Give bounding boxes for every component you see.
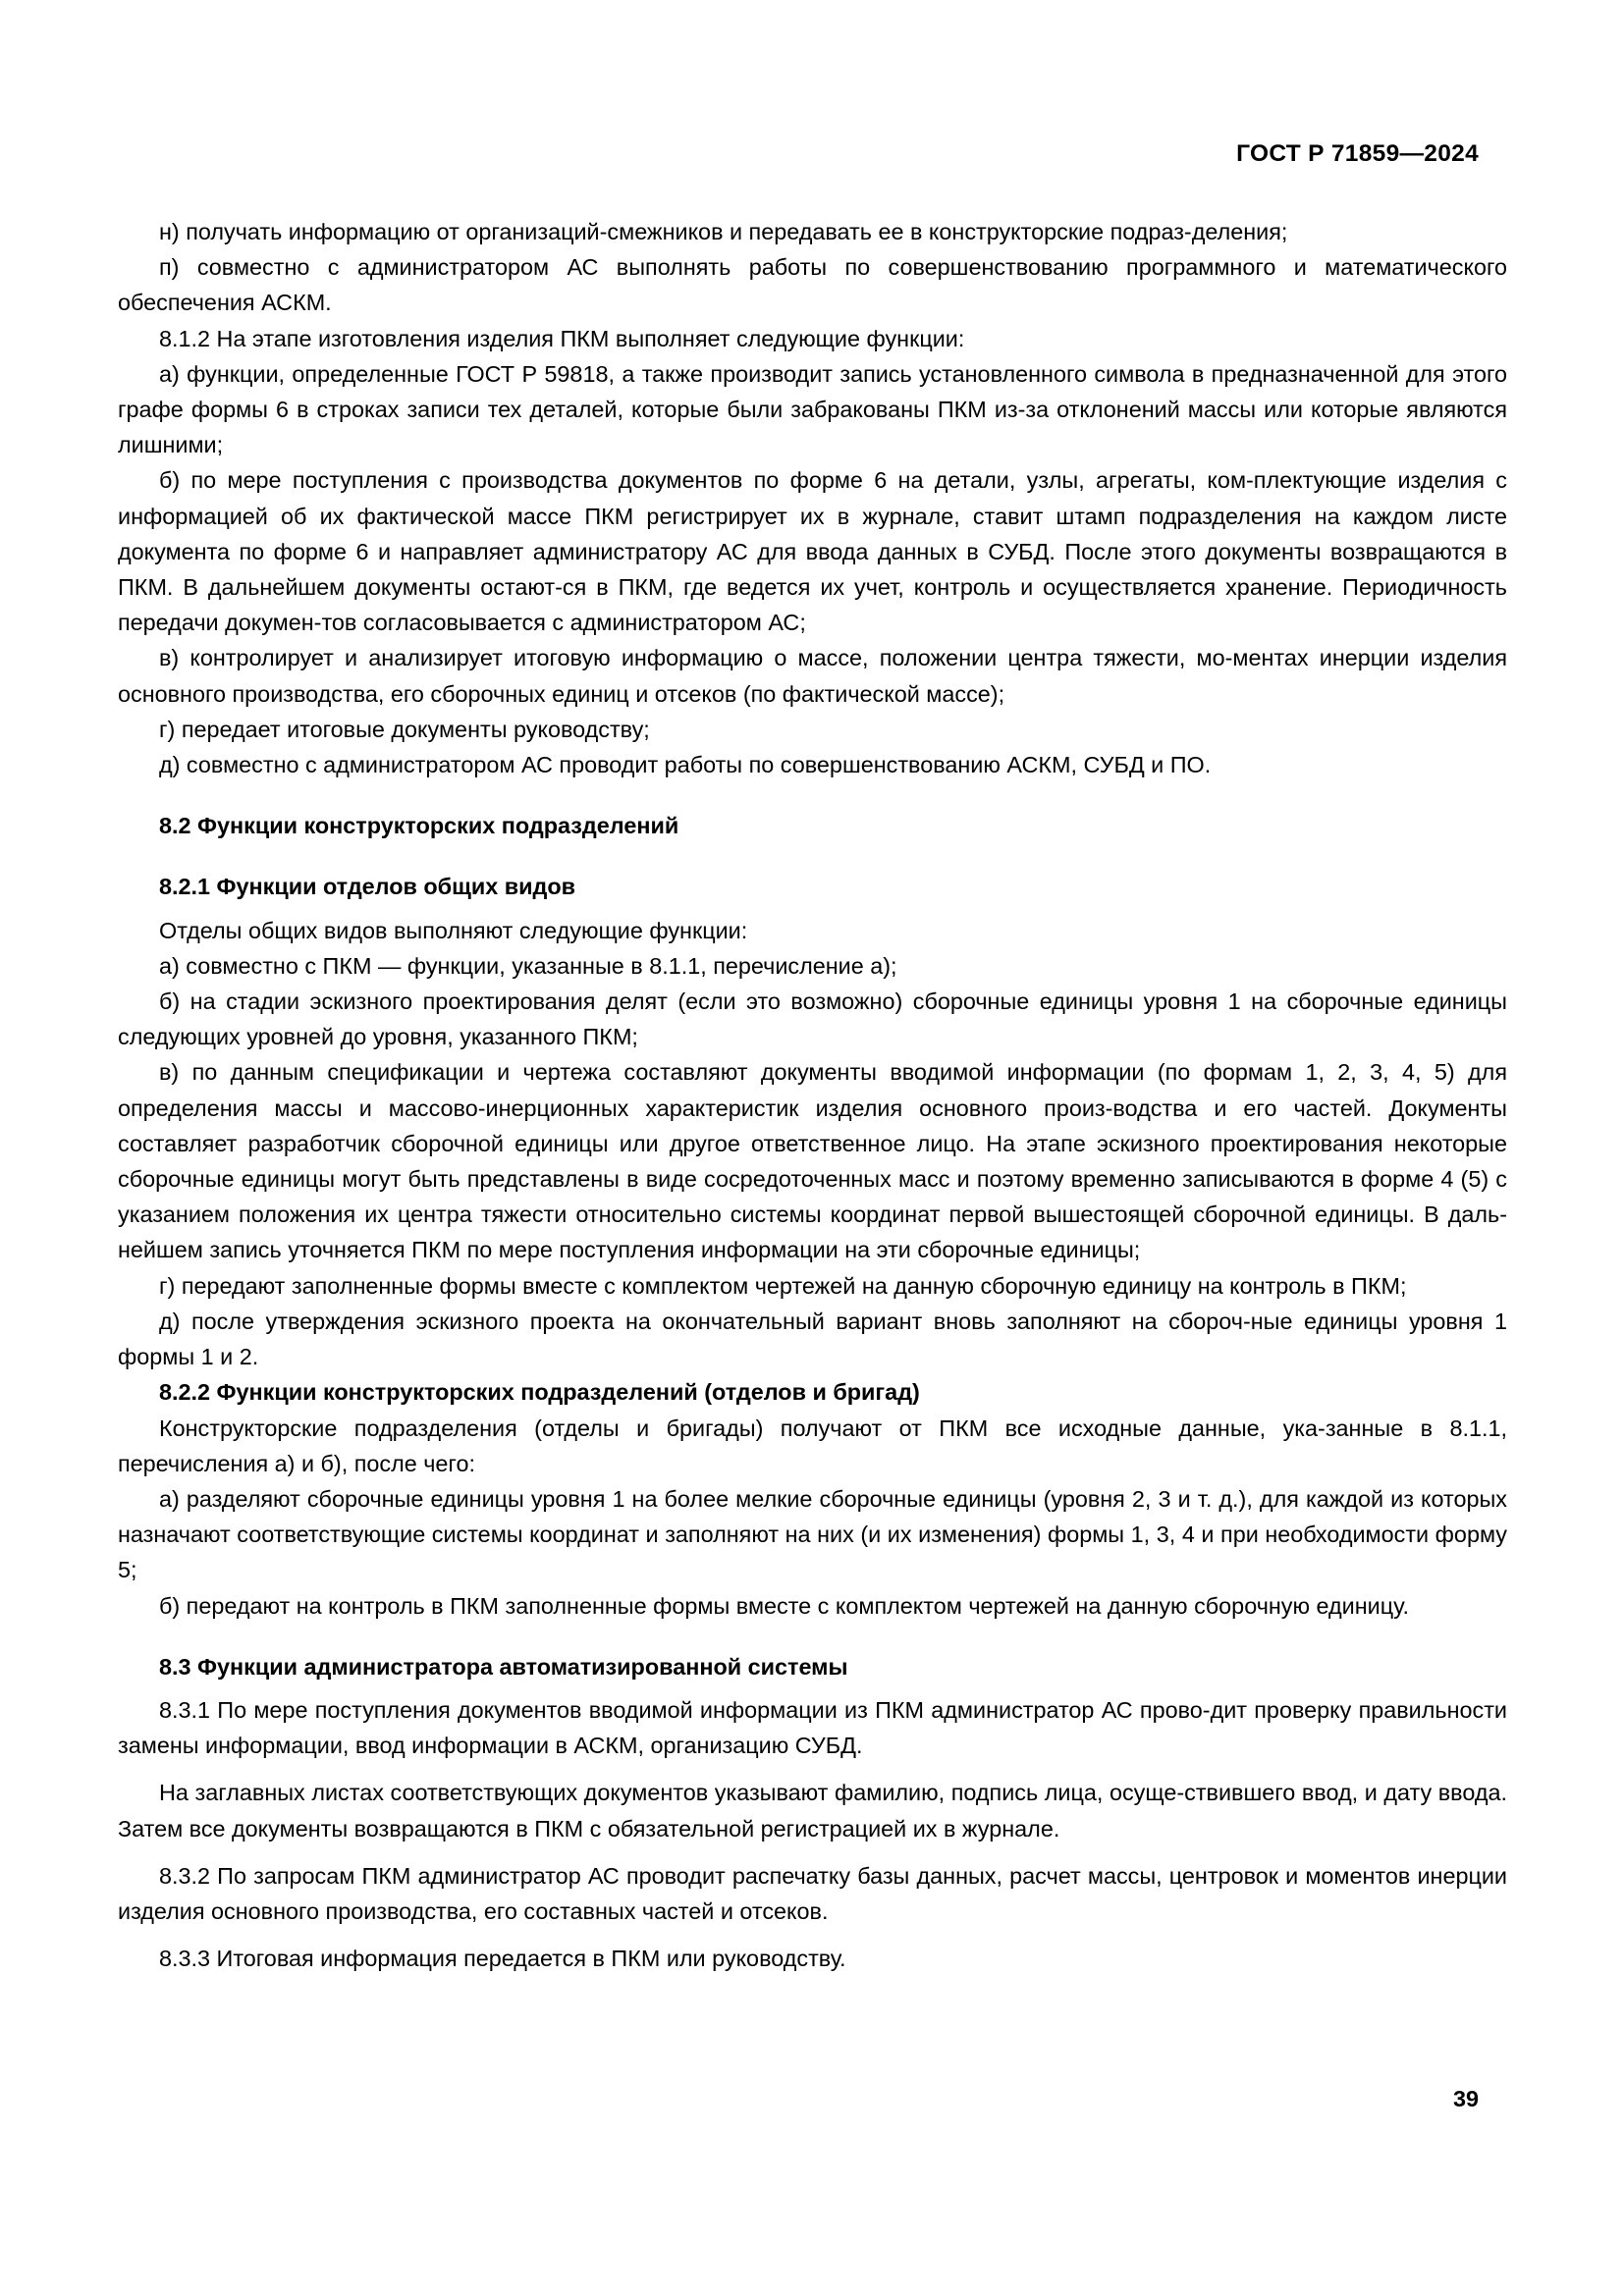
- paragraph: 8.1.2 На этапе изготовления изделия ПКМ выполняет следующие функции:: [159, 325, 965, 351]
- document-body: [118, 214, 1507, 1976]
- page-header-standard-number: ГОСТ Р 71859—2024: [1236, 140, 1479, 167]
- section-heading-8-3: 8.3 Функции администратора автоматизированной системы: [159, 1653, 848, 1680]
- paragraph: б) на стадии эскизного проектирования делят (если это возможно) сборочные единицы уровня 1 на сборочные единицы следующих уровней до уровня, указанного ПКМ;: [118, 988, 1507, 1050]
- paragraph: д) после утверждения эскизного проекта на окончательный вариант вновь заполняют на сбороч-ные единицы уровня 1 формы 1 и 2.: [118, 1308, 1507, 1370]
- section-heading-8-2-2: 8.2.2 Функции конструкторских подразделений (отделов и бригад): [159, 1379, 920, 1406]
- paragraph: в) контролирует и анализирует итоговую информацию о массе, положении центра тяжести, мо-ментах инерции изделия основного производства, его сборочных единиц и отсеков (по фактической массе);: [118, 645, 1507, 707]
- paragraph: На заглавных листах соответствующих документов указывают фамилию, подпись лица, осуще-ствившего ввод, и дату ввода. Затем все документы возвращаются в ПКМ с обязательной регистрацией их в журнале.: [118, 1780, 1507, 1842]
- paragraph: 8.3.1 По мере поступления документов вводимой информации из ПКМ администратор АС прово-дит проверку правильности замены информации, ввод информации в АСКМ, организацию СУБД.: [118, 1696, 1507, 1759]
- paragraph: б) по мере поступления с производства документов по форме 6 на детали, узлы, агрегаты, ком-плектующие изделия с информацией об их фактической массе ПКМ регистрирует их в журнале, ставит штамп подразделения на каждом листе документа по форме 6 и направляет администратору АС для ввода данных в СУБД. После этого документы возвращаются в ПКМ. В дальнейшем документы остают-ся в ПКМ, где ведется их учет, контроль и осуществляется хранение. Периодичность передачи докумен-тов согласовывается с администратором АС;: [118, 467, 1507, 636]
- paragraph: Отделы общих видов выполняют следующие функции:: [159, 917, 748, 943]
- section-heading-8-2: 8.2 Функции конструкторских подразделений: [159, 813, 679, 839]
- paragraph: б) передают на контроль в ПКМ заполненные формы вместе с комплектом чертежей на данную сборочную единицу.: [159, 1592, 1409, 1619]
- page-number: 39: [1452, 2086, 1479, 2111]
- paragraph: д) совместно с администратором АС проводит работы по совершенствованию АСКМ, СУБД и ПО.: [159, 752, 1212, 778]
- paragraph: а) совместно с ПКМ — функции, указанные в 8.1.1, перечисление а);: [159, 952, 897, 979]
- paragraph: н) получать информацию от организаций-смежников и передавать ее в конструкторские подраз-деления;: [159, 219, 1288, 244]
- paragraph: г) передает итоговые документы руководству;: [159, 716, 650, 742]
- paragraph: 8.3.2 По запросам ПКМ администратор АС проводит распечатку базы данных, расчет массы, центровок и моментов инерции изделия основного производства, его составных частей и отсеков.: [118, 1862, 1507, 1924]
- paragraph: Конструкторские подразделения (отделы и бригады) получают от ПКМ все исходные данные, ука-занные в 8.1.1, перечисления а) и б), после чего:: [118, 1415, 1507, 1476]
- paragraph: а) функции, определенные ГОСТ Р 59818, а также производит запись установленного символа в предназначенной для этого графе формы 6 в строках записи тех деталей, которые были забракованы ПКМ из-за отклонений массы или которые являются лишними;: [118, 360, 1507, 458]
- section-heading-8-2-1: 8.2.1 Функции отделов общих видов: [159, 874, 576, 900]
- paragraph: г) передают заполненные формы вместе с комплектом чертежей на данную сборочную единицу на контроль в ПКМ;: [159, 1272, 1407, 1299]
- paragraph: в) по данным спецификации и чертежа составляют документы вводимой информации (по формам 1, 2, 3, 4, 5) для определения массы и массово-инерционных характеристик изделия основного произ-водства и его частей. Документы составляет разработчик сборочной единицы или другое ответственное лицо. На этапе эскизного проектирования некоторые сборочные единицы могут быть представлены в виде сосредоточенных масс и поэтому временно записываются в форме 4 (5) с указанием положения их центра тяжести относительно системы координат первой вышестоящей сборочной единицы. В даль-нейшем запись уточняется ПКМ по мере поступления информации на эти сборочные единицы;: [118, 1059, 1507, 1263]
- paragraph: п) совместно с администратором АС выполнять работы по совершенствованию программного и математического обеспечения АСКМ.: [118, 254, 1507, 316]
- paragraph: 8.3.3 Итоговая информация передается в ПКМ или руководству.: [159, 1946, 846, 1972]
- paragraph: а) разделяют сборочные единицы уровня 1 на более мелкие сборочные единицы (уровня 2, 3 и т. д.), для каждой из которых назначают соответствующие системы координат и заполняют на них (и их изменения) формы 1, 3, 4 и при необходимости форму 5;: [118, 1485, 1507, 1583]
